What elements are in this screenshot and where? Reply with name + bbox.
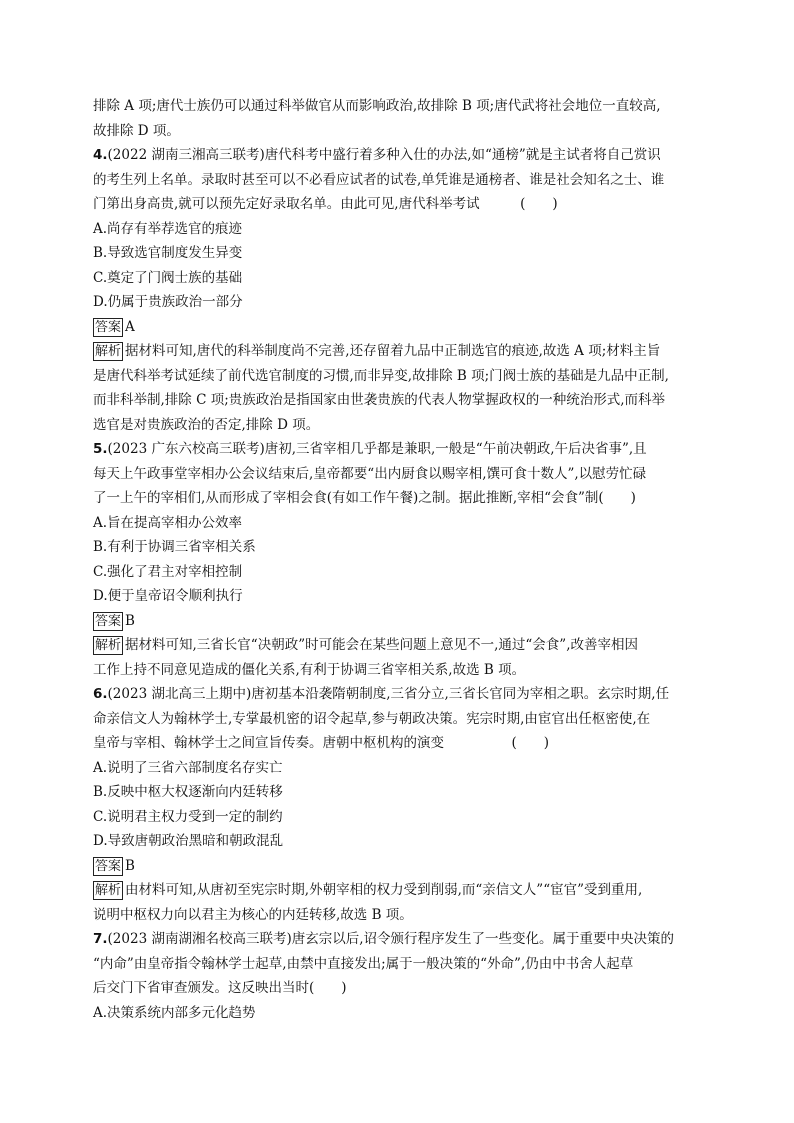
document-page [93, 94, 705, 1025]
answer-label: 答案 [95, 858, 122, 874]
analysis-line: 而非科举制,排除 C 项;贵族政治是指国家由世袭贵族的代表人物掌握政权的一种统治形式,而科举 [93, 392, 666, 408]
question-stem-line: (2022 湖南三湘高三联考)唐代科考中盛行着多种入仕的办法,如“通榜”就是主试者将自己赏识 [107, 147, 661, 163]
option-a: A.尚存有举荐选官的痕迹 [93, 220, 243, 237]
question-number: 6. [93, 686, 108, 702]
analysis-label: 解析 [95, 638, 122, 653]
answer-row [93, 609, 705, 634]
question-4 [93, 143, 705, 437]
analysis-line: 工作上持不同意见造成的僵化关系,有利于协调三省宰相关系,故选 B 项。 [93, 661, 526, 678]
analysis-line: 由材料可知,从唐初至宪宗时期,外朝宰相的权力受到削弱,而“亲信文人”“宦官”受到重用, [125, 882, 643, 898]
analysis-label: 解析 [95, 883, 122, 898]
analysis-line: 说明中枢权力向以君主为核心的内廷转移,故选 B 项。 [93, 906, 413, 923]
option-a: A.旨在提高宰相办公效率 [93, 514, 243, 531]
intro-line: 故排除 D 项。 [93, 122, 180, 139]
option-b: B.导致选官制度发生异变 [93, 245, 243, 261]
answer-row [93, 854, 705, 879]
answer-label: 答案 [95, 613, 122, 629]
question-6 [93, 682, 705, 927]
option-d: D.仍属于贵族政治一部分 [93, 294, 243, 310]
analysis-line: 据材料可知,唐代的科举制度尚不完善,还存留着九品中正制选官的痕迹,故选 A 项;材料主旨 [125, 343, 661, 359]
option-b: B.有利于协调三省宰相关系 [93, 539, 256, 555]
option-c: C.强化了君主对宰相控制 [93, 563, 243, 580]
question-stem-line: “内命”由皇帝指令翰林学士起草,由禁中直接发出;属于一般决策的“外命”,仍由中书舍人起草 [93, 955, 634, 972]
question-stem-line: 门第出身高贵,就可以预先定好录取名单。由此可见,唐代科举考试 ( ) [93, 196, 558, 212]
analysis-line: 选官是对贵族政治的否定,排除 D 项。 [93, 416, 320, 433]
option-a: A.决策系统内部多元化趋势 [93, 1004, 256, 1021]
analysis-line: 据材料可知,三省长官“决朝政”时可能会在某些问题上意见不一,通过“会食”,改善宰相因 [125, 637, 638, 653]
option-c: C.奠定了门阀士族的基础 [93, 269, 243, 286]
answer-value: B [125, 612, 135, 629]
question-number: 5. [93, 441, 108, 457]
question-number: 7. [93, 931, 108, 947]
analysis-row [93, 339, 705, 364]
question-7 [93, 927, 705, 1025]
analysis-label: 解析 [95, 344, 122, 359]
answer-value: A [125, 318, 135, 335]
question-number: 4. [93, 147, 108, 163]
question-stem-line: (2023 湖南湖湘名校高三联考)唐玄宗以后,诏令颁行程序发生了一些变化。属于重要中央决策的 [107, 931, 675, 947]
option-c: C.说明君主权力受到一定的制约 [93, 808, 283, 825]
option-a: A.说明了三省六部制度名存实亡 [93, 759, 283, 776]
question-stem-line: (2023 湖北高三上期中)唐初基本沿袭隋朝制度,三省分立,三省长官同为宰相之职。玄宗时期,任 [107, 686, 670, 702]
option-d: D.便于皇帝诏令顺利执行 [93, 588, 243, 604]
question-stem-line: 皇帝与宰相、翰林学士之间宣旨传奏。唐朝中枢机构的演变 ( ) [93, 735, 550, 751]
option-b: B.反映中枢大权逐渐向内廷转移 [93, 784, 283, 800]
intro-block [93, 94, 705, 143]
answer-label: 答案 [95, 319, 122, 335]
analysis-row [93, 633, 705, 658]
analysis-line: 是唐代科举考试延续了前代选官制度的习惯,而非异变,故排除 B 项;门阀士族的基础是九品中正制, [93, 367, 669, 384]
question-stem-line: 的考生列上名单。录取时甚至可以不必看应试者的试卷,单凭谁是通榜者、谁是社会知名之士、谁 [93, 171, 665, 188]
analysis-row [93, 878, 705, 903]
question-stem-line: (2023 广东六校高三联考)唐初,三省宰相几乎都是兼职,一般是“午前决朝政,午后决省事”,且 [107, 441, 647, 457]
question-stem-line: 了一上午的宰相们,从而形成了宰相会食(有如工作午餐)之制。据此推断,宰相“会食”制( ) [93, 490, 636, 506]
question-5 [93, 437, 705, 682]
question-stem-line: 每天上午政事堂宰相办公会议结束后,皇帝都要“出内厨食以赐宰相,馔可食十数人”,以慰劳忙碌 [93, 465, 647, 482]
option-d: D.导致唐朝政治黑暗和朝政混乱 [93, 833, 284, 849]
question-stem-line: 后交门下省审查颁发。这反映出当时( ) [93, 980, 347, 996]
intro-line: 排除 A 项;唐代士族仍可以通过科举做官从而影响政治,故排除 B 项;唐代武将社会地位一直较高, [93, 98, 661, 114]
question-stem-line: 命亲信文人为翰林学士,专掌最机密的诏令起草,参与朝政决策。宪宗时期,由宦官出任枢密使,在 [93, 710, 651, 727]
answer-value: B [125, 857, 135, 874]
answer-row [93, 315, 705, 340]
